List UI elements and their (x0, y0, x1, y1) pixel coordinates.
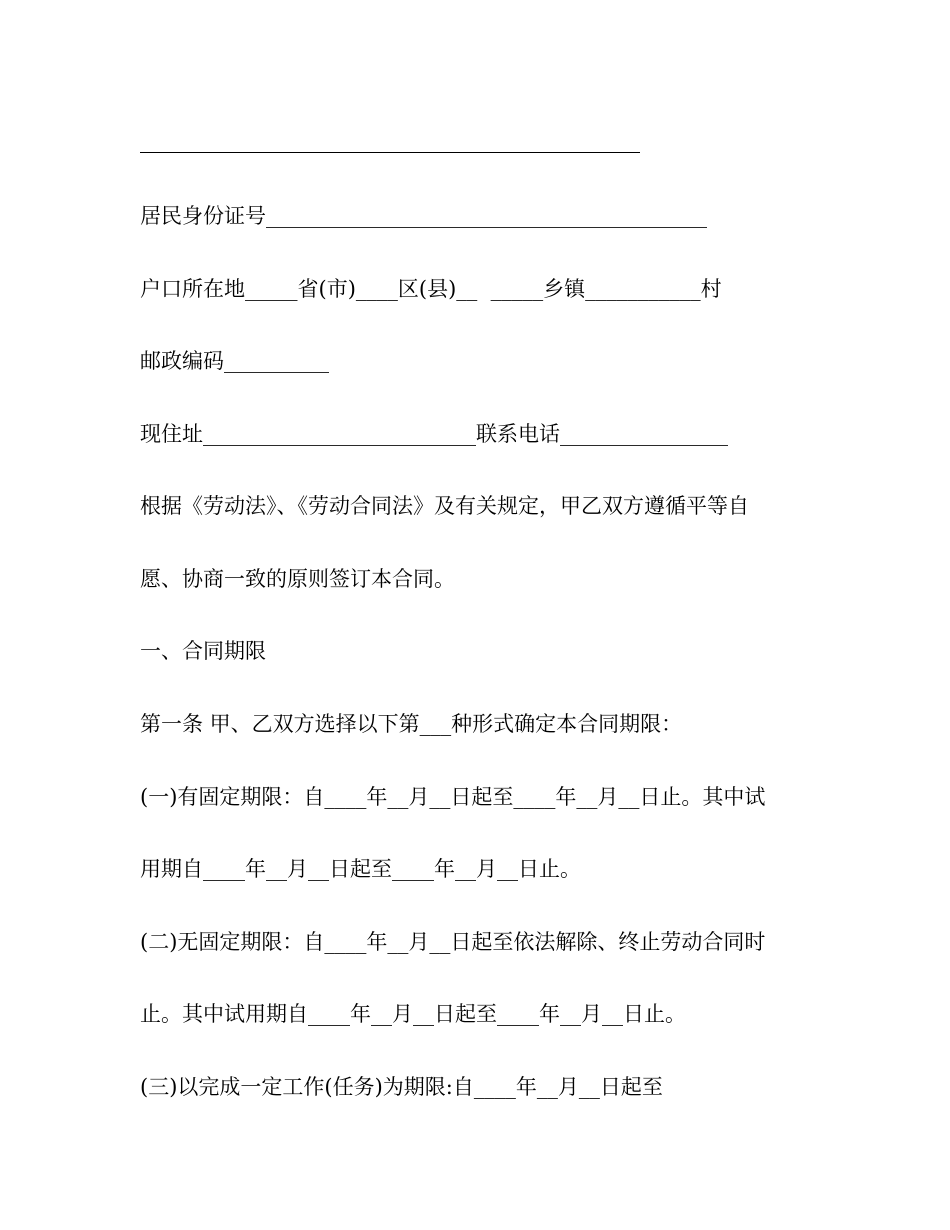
task-term-line: (三)以完成一定工作(任务)为期限:自____年__月__日起至 (140, 1075, 663, 1099)
section-heading-contract-term: 一、合同期限 (140, 639, 266, 663)
fixed-term-line-2: 用期自____年__月__日起至____年__月__日止。 (140, 857, 581, 881)
blank-underline-rule (140, 152, 640, 153)
fixed-term-line-1: (一)有固定期限：自____年__月__日起至____年__月__日止。其中试 (140, 785, 766, 809)
open-term-line-1: (二)无固定期限：自____年__月__日起至依法解除、终止劳动合同时 (140, 930, 766, 954)
preamble-line-2: 愿、协商一致的原则签订本合同。 (140, 567, 455, 591)
open-term-line-2: 止。其中试用期自____年__月__日起至____年__月__日止。 (140, 1002, 686, 1026)
address-phone-line: 现住址__________________________联系电话________________ (140, 422, 728, 446)
postal-code-line: 邮政编码__________ (140, 349, 329, 373)
household-registration-line: 户口所在地_____省(市)____区(县)__ _____乡镇___________村 (140, 277, 722, 301)
article-one-line: 第一条 甲、乙双方选择以下第___种形式确定本合同期限： (140, 712, 683, 736)
preamble-line-1: 根据《劳动法》、《劳动合同法》及有关规定，甲乙双方遵循平等自 (140, 494, 749, 518)
id-number-line: 居民身份证号__________________________________________ (140, 204, 707, 228)
